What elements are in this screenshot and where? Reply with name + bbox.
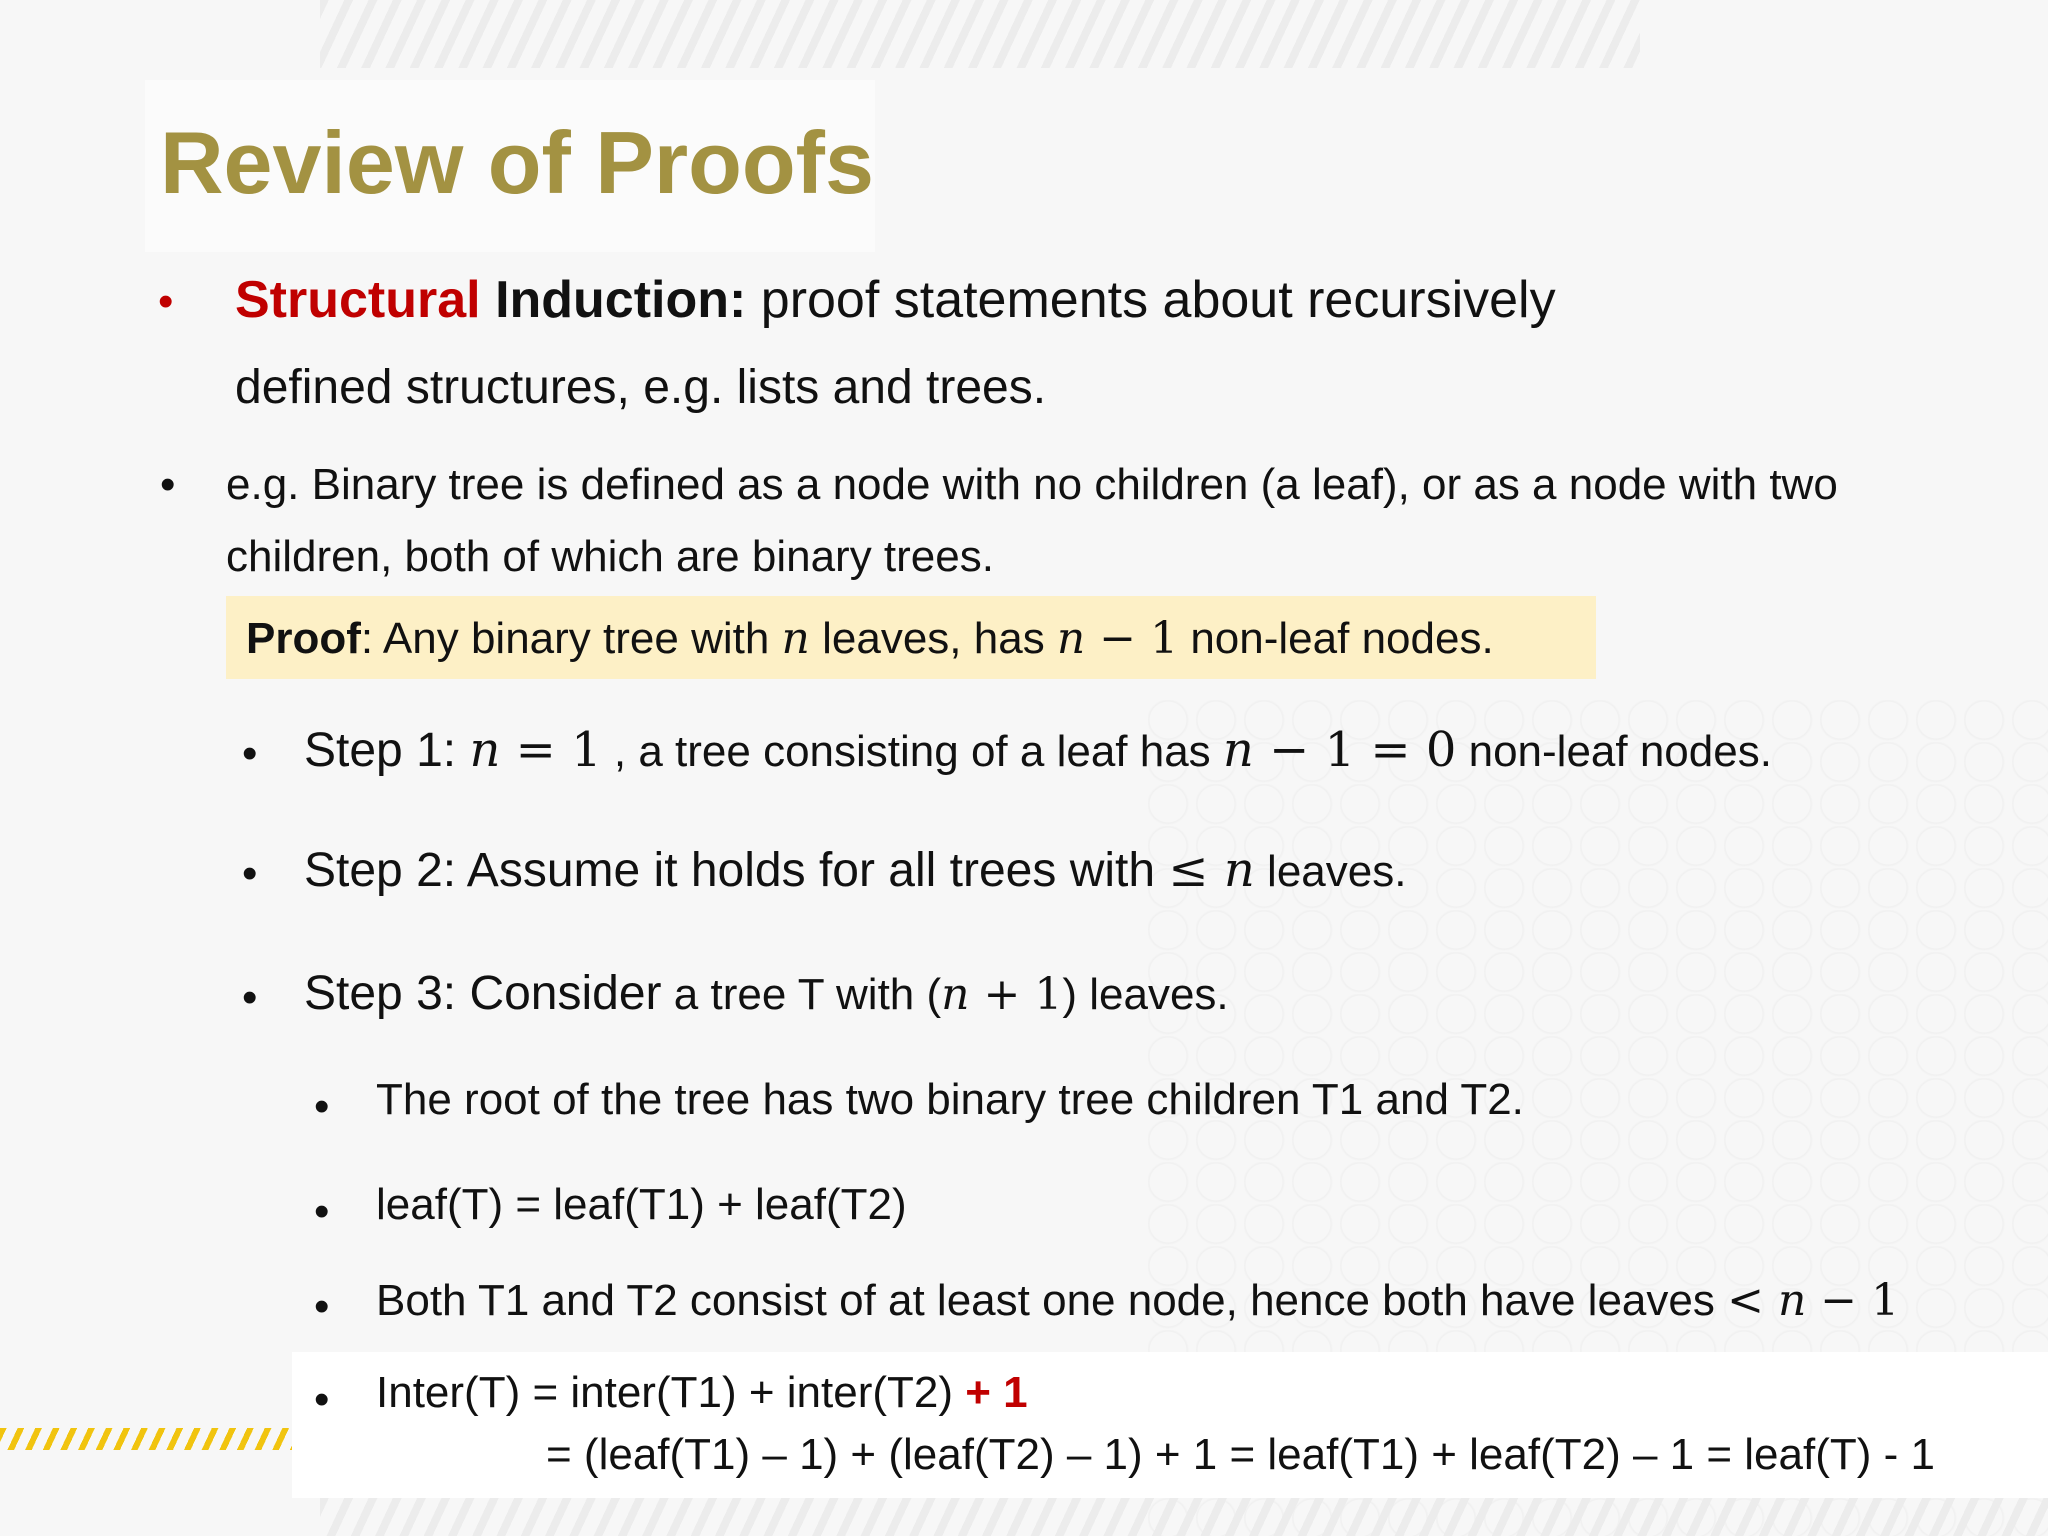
bullet2-line2: children, both of which are binary trees. bbox=[226, 532, 994, 581]
proof-label: Proof bbox=[246, 614, 361, 663]
bullet-marker: • bbox=[158, 277, 174, 326]
bullet1-rest: proof statements about recursively bbox=[746, 271, 1556, 329]
proof-statement bbox=[246, 613, 1494, 664]
math-n: n bbox=[781, 613, 810, 664]
background-stripes-bottom bbox=[320, 1498, 2048, 1536]
term-induction: Induction: bbox=[495, 271, 747, 329]
step-text: leaves. bbox=[1254, 847, 1407, 896]
sub-bullet-both bbox=[376, 1275, 1899, 1326]
math-eq: − 1 = 0 bbox=[1253, 722, 1457, 778]
sub-text: Both T1 and T2 consist of at least one node, hence both have leaves bbox=[376, 1276, 1728, 1325]
math-lt: < bbox=[1727, 1275, 1778, 1326]
math-n: n bbox=[1222, 722, 1254, 778]
proof-text: leaves, has bbox=[809, 614, 1057, 663]
step-text: a tree T with ( bbox=[661, 970, 942, 1019]
plus-one-highlight: + 1 bbox=[965, 1368, 1028, 1417]
sub-text: Inter(T) = inter(T1) + inter(T2) bbox=[376, 1368, 966, 1417]
sub-bullet-leaf: leaf(T) = leaf(T1) + leaf(T2) bbox=[376, 1180, 907, 1229]
sub-bullet-inter-line2: = (leaf(T1) – 1) + (leaf(T2) – 1) + 1 = leaf(T1) + leaf(T2) – 1 = leaf(T) - 1 bbox=[546, 1430, 1935, 1479]
term-structural: Structural bbox=[235, 271, 481, 329]
bullet-marker: • bbox=[314, 1187, 330, 1236]
math-n: n bbox=[469, 722, 501, 778]
step-label: Step 2: Assume it holds for all trees with bbox=[304, 844, 1169, 897]
step-text: non-leaf nodes. bbox=[1456, 727, 1772, 776]
bullet-marker: • bbox=[314, 1082, 330, 1131]
math-plus-one: + 1 bbox=[969, 969, 1063, 1020]
math-n: n bbox=[941, 969, 970, 1020]
hazard-stripe-decoration bbox=[0, 1428, 292, 1450]
background-stripes-top bbox=[320, 0, 1640, 68]
bullet-marker: • bbox=[242, 729, 258, 778]
sub-bullet-inter bbox=[376, 1368, 1028, 1418]
step-label: Step 1: bbox=[304, 724, 470, 777]
proof-text: : Any binary tree with bbox=[360, 614, 782, 663]
math-eq: = 1 bbox=[500, 722, 602, 778]
math-n: n bbox=[1777, 1275, 1807, 1326]
slide-title: Review of Proofs bbox=[160, 113, 874, 212]
step-text: , a tree consisting of a leaf has bbox=[601, 727, 1223, 776]
math-minus-one: − 1 bbox=[1806, 1275, 1900, 1326]
proof-text: non-leaf nodes. bbox=[1178, 614, 1494, 663]
bullet-marker: • bbox=[160, 460, 176, 509]
step-text: ) leaves. bbox=[1062, 970, 1229, 1019]
bullet2-line1: e.g. Binary tree is defined as a node with no children (a leaf), or as a node with two bbox=[226, 460, 1838, 509]
step-3 bbox=[304, 966, 1229, 1021]
bullet-marker: • bbox=[242, 973, 258, 1022]
math-n: n bbox=[1223, 842, 1255, 898]
step-label: Step 3: Consider bbox=[304, 967, 662, 1020]
step-1 bbox=[304, 722, 1772, 778]
math-minus-one: − 1 bbox=[1085, 613, 1179, 664]
math-n: n bbox=[1056, 613, 1086, 664]
bullet-marker: • bbox=[314, 1375, 330, 1424]
bullet1-line2: defined structures, e.g. lists and trees. bbox=[235, 361, 1047, 414]
math-leq: ≤ bbox=[1168, 842, 1224, 898]
sub-bullet-root: The root of the tree has two binary tree children T1 and T2. bbox=[376, 1075, 1524, 1124]
bullet-marker: • bbox=[242, 849, 258, 898]
bullet-marker: • bbox=[314, 1282, 330, 1331]
step-2 bbox=[304, 842, 1406, 898]
bullet-structural-induction bbox=[235, 270, 1556, 330]
